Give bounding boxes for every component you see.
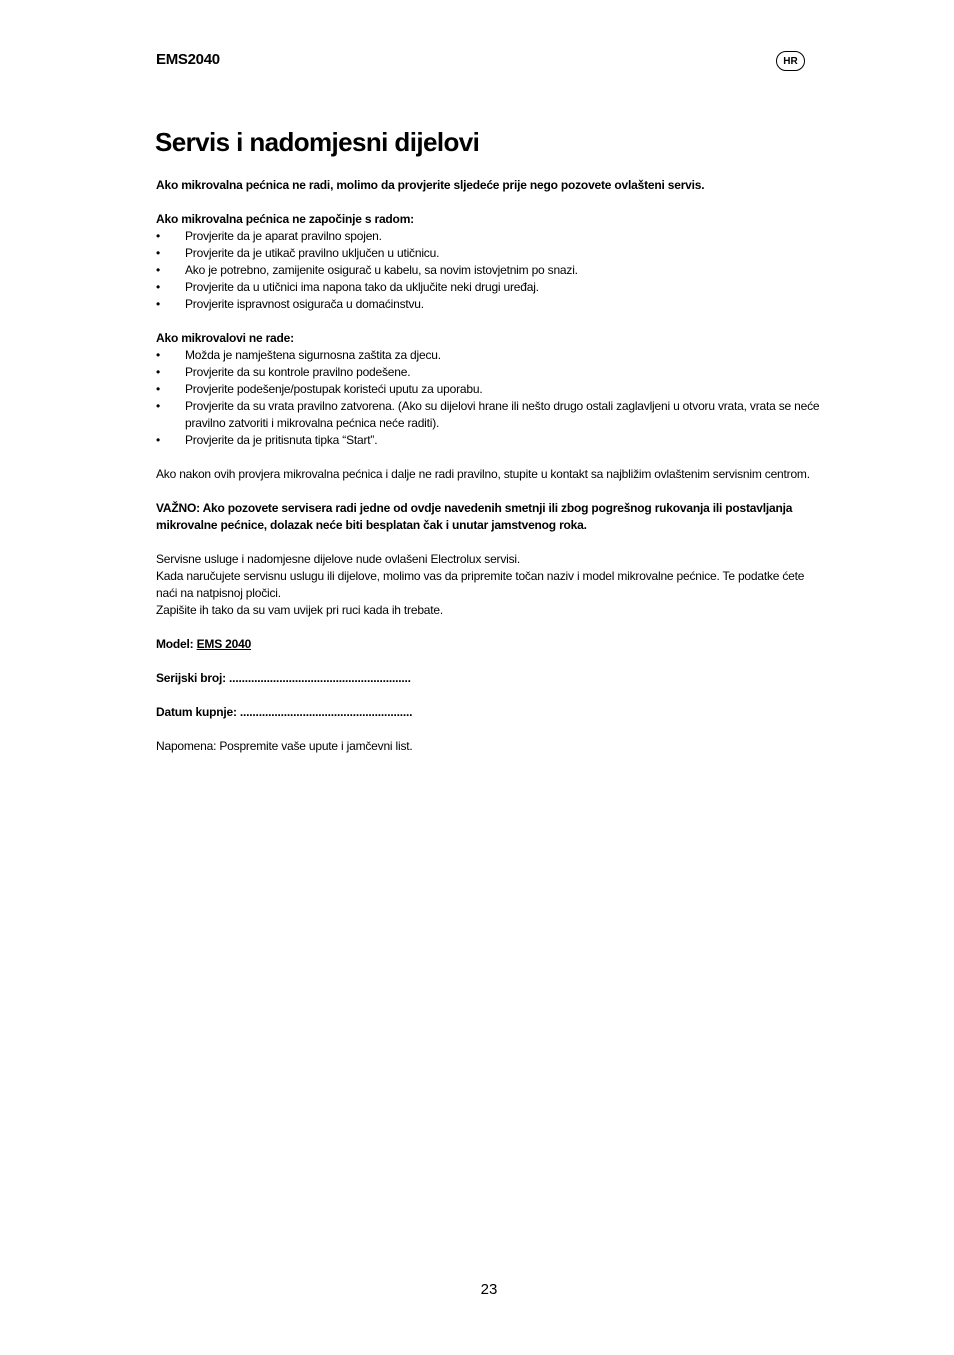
section1-heading: Ako mikrovalna pećnica ne započinje s radom: — [156, 212, 414, 226]
list-item: • Provjerite podešenje/postupak koristeći uputu za uporabu. — [156, 381, 828, 398]
service-info-line1: Servisne usluge i nadomjesne dijelove nude ovlašeni Electrolux servisi. — [156, 552, 521, 566]
service-info-line3: Zapišite ih tako da su vam uvijek pri ruci kada ih trebate. — [156, 603, 444, 617]
important-note: VAŽNO: Ako pozovete servisera radi jedne od ovdje navedenih smetnji ili zbog pogrešnog rukovanja ili postavljanja mikrovalne pećnice, dolazak neće biti besplatan čak i unutar jamstvenog roka. — [156, 501, 793, 532]
language-badge: HR — [776, 51, 805, 71]
list-item: • Provjerite ispravnost osigurača u domaćinstvu. — [156, 296, 828, 313]
intro-text: Ako mikrovalna pećnica ne radi, molimo da provjerite sljedeće prije nego pozovete ovlašteni servis. — [156, 178, 705, 192]
list-item: • Provjerite da je aparat pravilno spojen. — [156, 228, 828, 245]
service-info-line2: Kada naručujete servisnu uslugu ili dijelove, molimo vas da pripremite točan naziv i model mikrovalne pećnice. Te podatke ćete naći na natpisnoj pločici. — [156, 569, 805, 600]
list-item: • Provjerite da je utikač pravilno uključen u utičnicu. — [156, 245, 828, 262]
model-value: EMS 2040 — [196, 637, 252, 651]
list-item: • Provjerite da u utičnici ima napona tako da uključite neki drugi uređaj. — [156, 279, 828, 296]
header-model: EMS2040 — [156, 51, 220, 68]
list-item: • Provjerite da su kontrole pravilno podešene. — [156, 364, 828, 381]
section2-list — [156, 347, 828, 449]
list-item: • Ako je potrebno, zamijenite osigurač u kabelu, sa novim istovjetnim po snazi. — [156, 262, 828, 279]
serial-field — [156, 670, 828, 687]
section2-heading: Ako mikrovalovi ne rade: — [156, 331, 294, 345]
list-item: • Provjerite da je pritisnuta tipka “Start”. — [156, 432, 828, 449]
page-title: Servis i nadomjesni dijelovi — [155, 127, 480, 157]
footnote: Napomena: Pospremite vaše upute i jamčevni list. — [156, 739, 413, 753]
page-number: 23 — [480, 1281, 498, 1298]
date-field — [156, 704, 828, 721]
list-item: • Provjerite da su vrata pravilno zatvorena. (Ako su dijelovi hrane ili nešto drugo ostali zaglavljeni u otvoru vrata, vrata se neće pravilno zatvoriti i mikrovalna pećnica neće raditi). — [156, 398, 828, 432]
body-content — [156, 177, 828, 755]
date-value: ....................................................... — [239, 705, 413, 719]
date-label: Datum kupnje: — [156, 705, 237, 719]
contact-note: Ako nakon ovih provjera mikrovalna pećnica i dalje ne radi pravilno, stupite u kontakt sa najbližim ovlaštenim servisnim centrom. — [156, 467, 810, 481]
serial-label: Serijski broj: — [156, 671, 226, 685]
section1-list — [156, 228, 828, 313]
serial-value: .......................................................... — [229, 671, 411, 685]
list-item: • Možda je namještena sigurnosna zaštita za djecu. — [156, 347, 828, 364]
model-field — [156, 636, 828, 653]
model-label: Model: — [156, 637, 194, 651]
